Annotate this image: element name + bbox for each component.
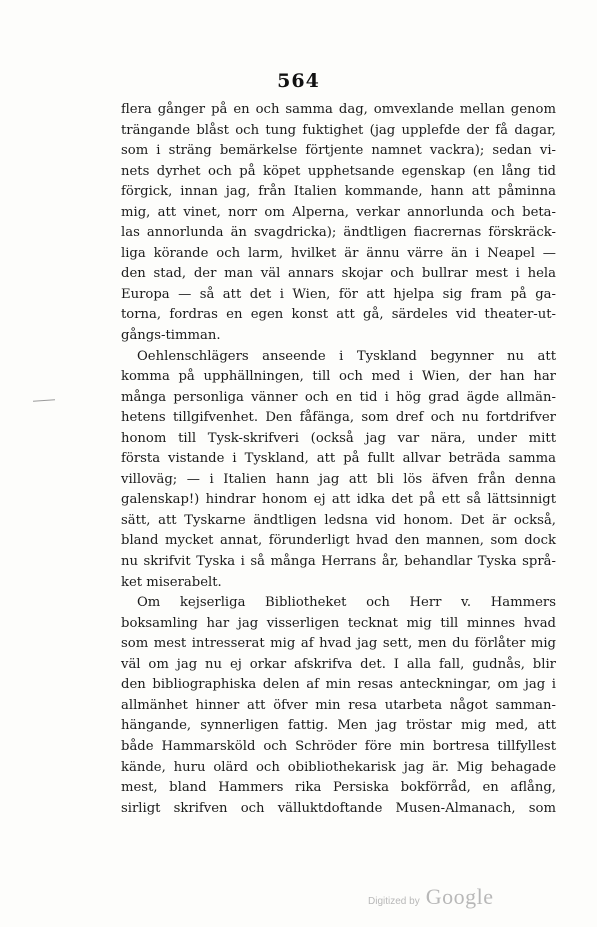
- text-line: gångs-timman.: [121, 328, 221, 344]
- text-line: mig, att vinet, norr om Alperna, verkar annorlunda och beta-: [121, 204, 556, 220]
- text-line: liga körande och larm, hvilket är ännu värre än i Neapel —: [121, 245, 556, 261]
- text-line: villoväg; — i Italien hann jag att bli lös äfven från denna: [121, 471, 556, 487]
- text-line: nu skrifvit Tyska i så många Herrans år, behandlar Tyska språ-: [121, 554, 556, 570]
- text-line: många personliga vänner och en tid i hög grad ägde allmän-: [121, 389, 556, 405]
- text-line: kände, huru olärd och obibliothekarisk jag är. Mig behagade: [121, 759, 556, 775]
- text-line: Oehlenschlägers anseende i Tyskland begynner nu att: [137, 348, 556, 364]
- text-line: ket miserabelt.: [121, 574, 222, 590]
- google-logo: Google: [425, 884, 494, 909]
- text-line: hetens tillgifvenhet. Den fåfänga, som dref och nu fortdrifver: [121, 410, 556, 426]
- text-line: flera gånger på en och samma dag, omvexlande mellan genom: [121, 102, 556, 117]
- text-line: den stad, der man väl annars skojar och bullrar mest i hela: [121, 266, 556, 282]
- text-line: bland mycket annat, förunderligt hvad den mannen, som dock: [121, 533, 556, 549]
- text-line: väl om jag nu ej orkar afskrifva det. I alla fall, gudnås, blir: [121, 656, 556, 672]
- text-line: allmänhet hinner att öfver min resa utarbeta något samman-: [121, 697, 556, 713]
- page-number: 564: [277, 70, 320, 92]
- watermark-prefix: Digitized by: [368, 896, 420, 907]
- text-line: nets dyrhet och på köpet upphetsande egenskap (en lång tid: [121, 163, 556, 179]
- text-line: Om kejserliga Bibliotheket och Herr v. Hammers: [137, 595, 556, 611]
- text-line: galenskap!) hindrar honom ej att idka det på ett så lättsinnigt: [121, 492, 556, 508]
- text-line: sätt, att Tyskarne ändtligen ledsna vid honom. Det är också,: [121, 512, 556, 528]
- text-line: komma på upphällningen, till och med i Wien, der han har: [121, 369, 556, 385]
- text-line: las annorlunda än svagdricka); ändtligen fiacrernas förskräck-: [121, 225, 556, 241]
- text-line: boksamling har jag visserligen tecknat mig till minnes hvad: [121, 615, 556, 631]
- text-line: sirligt skrifven och välluktdoftande Musen-Almanach, som: [121, 800, 556, 816]
- text-line: hängande, synnerligen fattig. Men jag tröstar mig med, att: [121, 718, 556, 734]
- text-line: som mest intresserat mig af hvad jag sett, men du förlåter mig: [121, 636, 556, 652]
- text-line: som i sträng bemärkelse förtjente namnet vackra); sedan vi-: [121, 143, 556, 159]
- text-line: förgick, innan jag, från Italien kommande, hann att påminna: [121, 184, 556, 200]
- text-line: första vistande i Tyskland, att på fullt allvar beträda samma: [121, 451, 556, 467]
- digitized-by-google-watermark: [368, 884, 548, 910]
- margin-pencil-mark: [33, 399, 61, 402]
- text-line: både Hammarsköld och Schröder före min bortresa tillfyllest: [121, 738, 556, 754]
- body-text: [121, 100, 556, 819]
- text-line: torna, fordras en egen konst att gå, särdeles vid theater-ut-: [121, 307, 556, 323]
- text-line: honom till Tysk-skrifveri (också jag var nära, under mitt: [121, 430, 556, 446]
- text-line: trängande blåst och tung fuktighet (jag upplefde der få dagar,: [121, 122, 556, 138]
- text-line: mest, bland Hammers rika Persiska bokförråd, en aflång,: [121, 780, 556, 796]
- text-line: den bibliographiska delen af min resas anteckningar, om jag i: [121, 677, 556, 693]
- text-line: Europa — så att det i Wien, för att hjelpa sig fram på ga-: [121, 286, 556, 302]
